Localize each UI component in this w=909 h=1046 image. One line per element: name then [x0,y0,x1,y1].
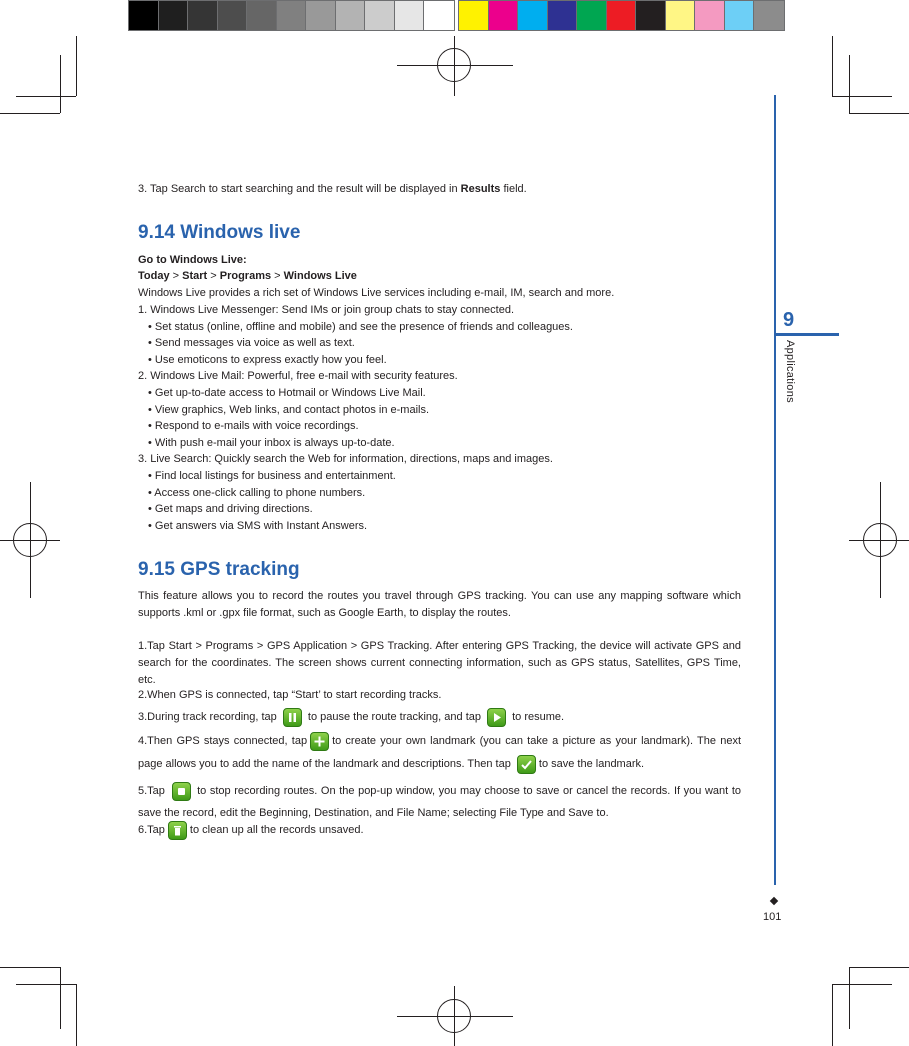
pause-icon [283,708,302,727]
bullet-item: • View graphics, Web links, and contact photos in e-mails. [148,403,430,416]
color-swatch [277,1,307,30]
bullet-item: • Send messages via voice as well as text. [148,337,355,350]
windows-live-description: Windows Live provides a rich set of Windows Live services including e-mail, IM, search and more. [138,287,615,299]
trash-icon [168,821,187,840]
bullet-item: • Get up-to-date access to Hotmail or Windows Live Mail. [148,387,426,399]
color-swatch [129,1,159,30]
stop-icon [172,782,191,801]
chapter-number: 9 [783,309,795,331]
chapter-label: Applications [784,340,796,403]
grayscale-color-bar [128,0,455,31]
color-swatch [459,1,489,30]
gps-step-1: 1.Tap Start > Programs > GPS Application > GPS Tracking. After entering GPS Tracking, the device will activate GPS and search for the coordinates. The screen shows current connecting information, such as GPS status, Satellites, GPS Time, etc. [138,640,741,686]
process-color-bar [458,0,785,31]
play-icon [487,708,506,727]
section-heading-gps-tracking: 9.15 GPS tracking [138,559,300,580]
gps-step-3: 3.During track recording, tap to pause the route tracking, and tap to resume. [138,706,741,728]
color-swatch [636,1,666,30]
numbered-item: 3. Live Search: Quickly search the Web for information, directions, maps and images. [138,453,553,466]
color-swatch [607,1,637,30]
intro-line: 3. Tap Search to start searching and the result will be displayed in Results field. [138,183,527,195]
color-swatch [695,1,725,30]
goto-label: Go to Windows Live: [138,254,247,266]
color-swatch [666,1,696,30]
color-swatch [306,1,336,30]
bullet-item: • Find local listings for business and entertainment. [148,470,396,482]
color-swatch [754,1,784,30]
navigation-path: Today > Start > Programs > Windows Live [138,270,357,282]
color-swatch [188,1,218,30]
bullet-item: • Access one-click calling to phone numbers. [148,486,366,499]
add-landmark-icon [310,732,329,751]
color-swatch [218,1,248,30]
bullet-item: • Get maps and driving directions. [148,503,313,516]
gps-step-4: 4.Then GPS stays connected, tap to create your own landmark (you can take a picture as your landmark). The next page allows you to add the name of the landmark and descriptions. Then tap to save the landmark. [138,730,741,776]
color-swatch [365,1,395,30]
bullet-item: • Set status (online, offline and mobile) and see the presence of friends and colleagues. [148,320,573,333]
page-number: 101 [763,911,782,923]
numbered-item: 1. Windows Live Messenger: Send IMs or join group chats to stay connected. [138,304,515,316]
gps-step-2: 2.When GPS is connected, tap “Start’ to start recording tracks. [138,689,442,701]
gps-intro: This feature allows you to record the routes you travel through GPS tracking. You can use any mapping software which supports .kml or .gpx file format, such as Google Earth, to display the routes. [138,590,741,619]
section-heading-windows-live: 9.14 Windows live [138,222,301,243]
numbered-item: 2. Windows Live Mail: Powerful, free e-mail with security features. [138,370,458,383]
color-swatch [489,1,519,30]
save-check-icon [517,755,536,774]
color-swatch [725,1,755,30]
color-swatch [247,1,277,30]
color-swatch [548,1,578,30]
color-swatch [395,1,425,30]
gps-step-5: 5.Tap to stop recording routes. On the pop-up window, you may choose to save or cancel the records. If you want to save the record, edit the Beginning, Destination, and File Name; selecting File Type and Save to. [138,780,741,824]
bullet-item: • With push e-mail your inbox is always up-to-date. [148,436,395,449]
bullet-item: • Get answers via SMS with Instant Answers. [148,519,368,532]
bullet-item: • Respond to e-mails with voice recordings. [148,420,359,433]
color-swatch [577,1,607,30]
page-diamond-icon [770,897,778,905]
color-swatch [159,1,189,30]
side-rule [774,95,776,885]
color-swatch [424,1,454,30]
chapter-tab-rule [776,333,839,336]
gps-step-6: 6.Tap to clean up all the records unsaved. [138,819,741,841]
bullet-item: • Use emoticons to express exactly how you feel. [148,353,387,366]
color-swatch [518,1,548,30]
color-swatch [336,1,366,30]
